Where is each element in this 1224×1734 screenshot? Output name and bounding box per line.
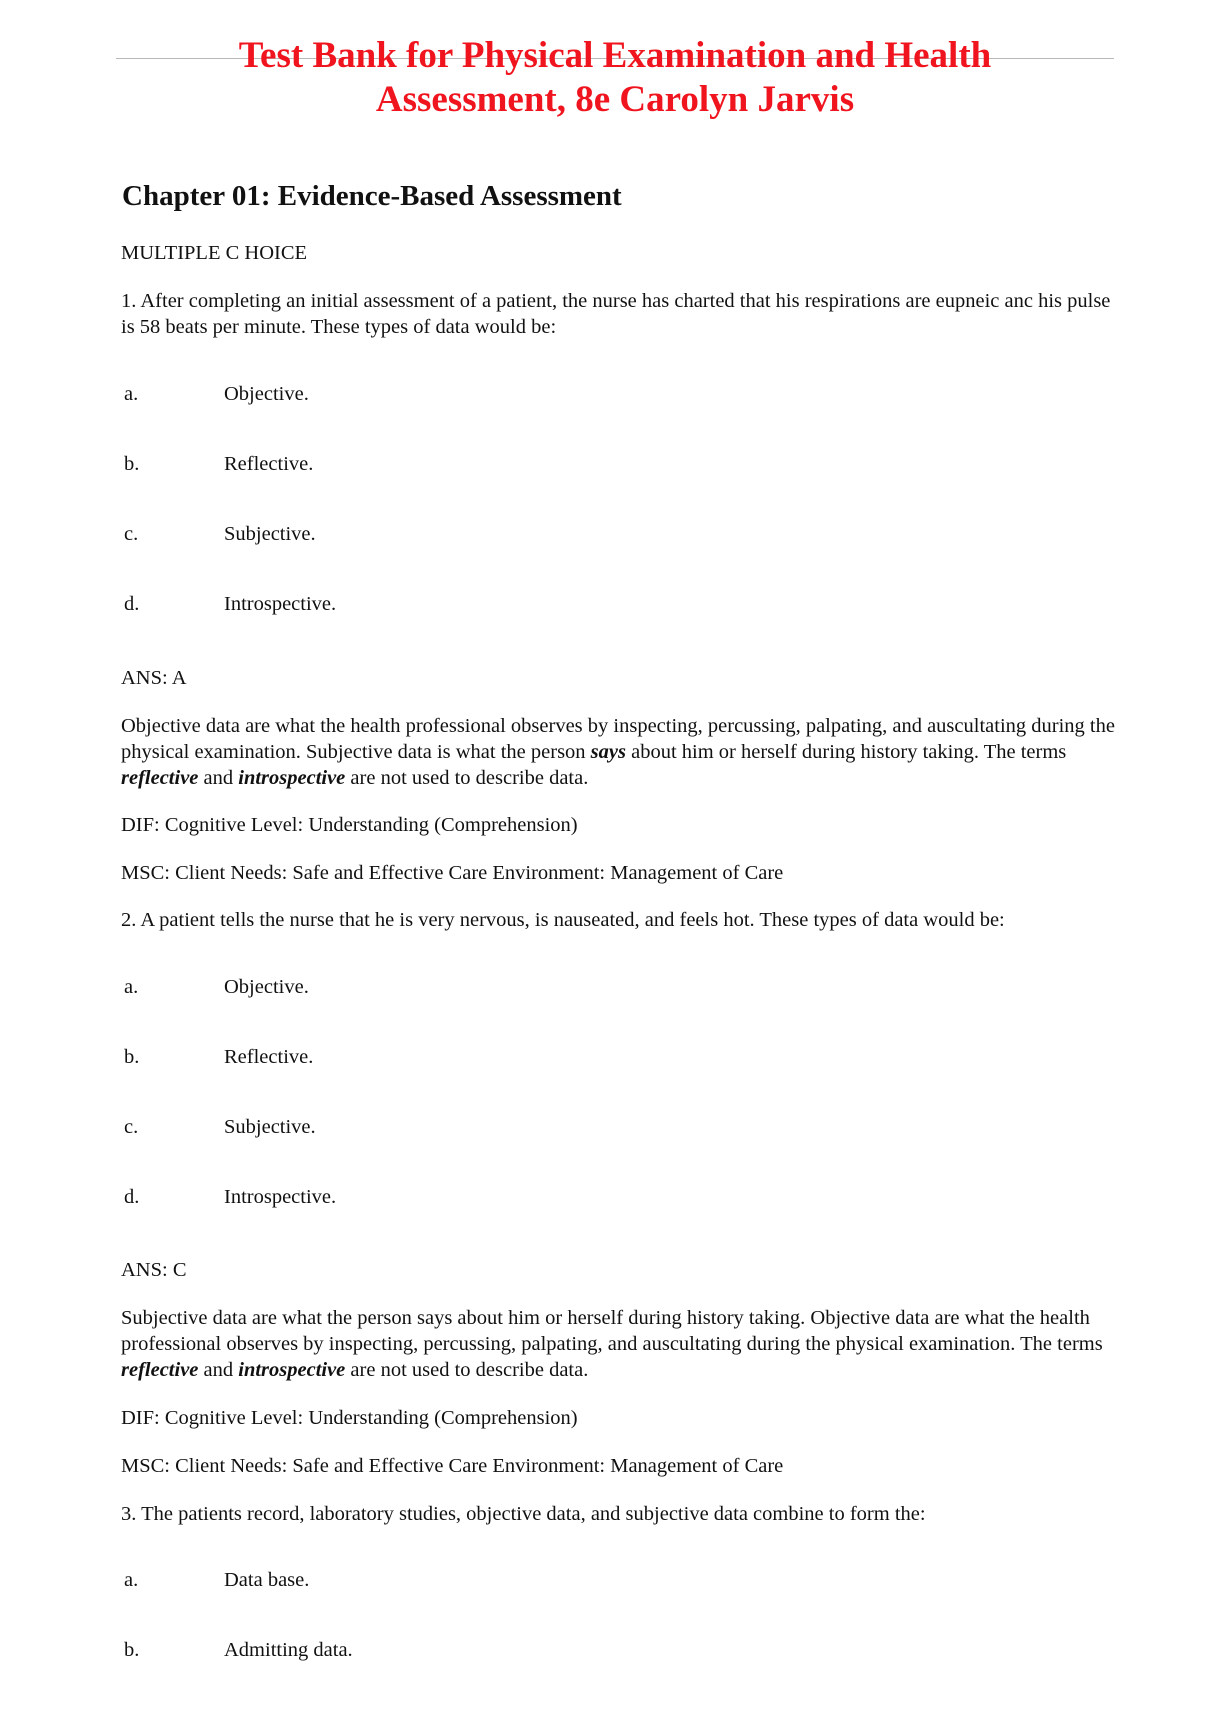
option-letter: c. [124, 1116, 139, 1138]
option-text: Objective. [224, 383, 309, 405]
q1-option-d [124, 591, 336, 617]
option-letter: d. [124, 593, 140, 615]
option-text: Admitting data. [224, 1639, 353, 1661]
q1-option-c [124, 521, 316, 547]
q2-msc: MSC: Client Needs: Safe and Effective Care Environment: Management of Care [121, 1455, 784, 1477]
q2-option-b [124, 1044, 313, 1070]
option-letter: a. [124, 1569, 139, 1591]
emphasis-reflective: reflective [121, 767, 199, 789]
q2-dif: DIF: Cognitive Level: Understanding (Comprehension) [121, 1407, 578, 1429]
q2-rationale: Subjective data are what the person says about him or herself during history taking. Objective data are what the health professional observes by inspecting, percussing, palpating, and auscultating during the physical examination. The terms reflective and introspective are not used to describe data. [121, 1307, 1103, 1381]
option-letter: a. [124, 383, 139, 405]
option-letter: a. [124, 976, 139, 998]
title-line-2: Assessment, 8e Carolyn Jarvis [375, 79, 855, 120]
q1-dif: DIF: Cognitive Level: Understanding (Comprehension) [121, 814, 578, 836]
option-text: Introspective. [224, 593, 337, 615]
question-1-stem: 1. After completing an initial assessment of a patient, the nurse has charted that his respirations are eupneic anc his pulse is 58 beats per minute. These types of data would be: [121, 290, 1111, 338]
option-letter: c. [124, 523, 139, 545]
question-2-stem: 2. A patient tells the nurse that he is very nervous, is nauseated, and feels hot. These types of data would be: [121, 909, 1005, 931]
option-text: Data base. [224, 1569, 310, 1591]
q1-option-b [124, 451, 313, 477]
option-letter: b. [124, 453, 140, 475]
option-text: Reflective. [224, 453, 314, 475]
option-letter: b. [124, 1046, 140, 1068]
emphasis-says: says [590, 741, 626, 763]
section-label: MULTIPLE C HOICE [121, 242, 308, 264]
q2-option-c [124, 1114, 316, 1140]
emphasis-reflective: reflective [121, 1359, 199, 1381]
option-text: Objective. [224, 976, 309, 998]
q2-answer: ANS: C [121, 1259, 187, 1281]
emphasis-introspective: introspective [238, 1359, 346, 1381]
option-text: Subjective. [224, 523, 316, 545]
option-text: Introspective. [224, 1186, 337, 1208]
document-title [116, 34, 1114, 122]
q2-option-d [124, 1184, 336, 1210]
emphasis-introspective: introspective [238, 767, 346, 789]
q3-option-a [124, 1567, 309, 1593]
q1-answer: ANS: A [121, 667, 187, 689]
option-letter: d. [124, 1186, 140, 1208]
q1-rationale: Objective data are what the health professional observes by inspecting, percussing, palpating, and auscultating during the physical examination. Subjective data is what the person says about him or herself during history taking. The terms reflective and introspective are not used to describe data. [121, 715, 1115, 789]
q3-option-b [124, 1637, 353, 1663]
title-line-1: Test Bank for Physical Examination and Health [238, 35, 992, 76]
q1-option-a [124, 381, 309, 407]
question-3-stem: 3. The patients record, laboratory studies, objective data, and subjective data combine to form the: [121, 1503, 926, 1525]
q1-msc: MSC: Client Needs: Safe and Effective Care Environment: Management of Care [121, 862, 784, 884]
chapter-title: Chapter 01: Evidence-Based Assessment [122, 180, 622, 212]
option-letter: b. [124, 1639, 140, 1661]
q2-option-a [124, 974, 309, 1000]
option-text: Subjective. [224, 1116, 316, 1138]
option-text: Reflective. [224, 1046, 314, 1068]
